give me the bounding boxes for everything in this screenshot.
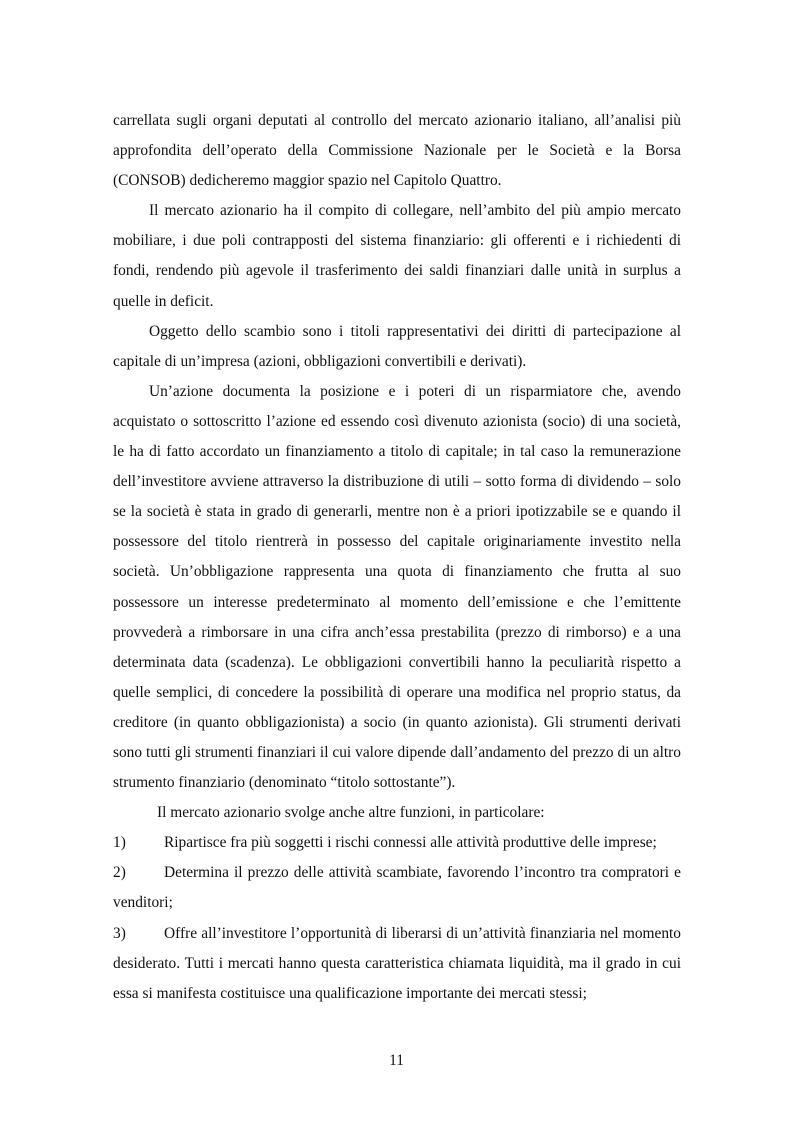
list-item-number: 2) xyxy=(113,864,126,882)
page-body xyxy=(113,106,681,1009)
list-item xyxy=(113,858,681,918)
list-item-text: Ripartisce fra più soggetti i rischi connessi alle attività produttive delle imprese; xyxy=(164,834,657,852)
list-item-number: 3) xyxy=(113,924,126,942)
paragraph-continuation: carrellata sugli organi deputati al controllo del mercato azionario italiano, all’analisi più approfondita dell’operato della Commissione Nazionale per le Società e la Borsa (CONSOB) dedicheremo maggior spazio nel Capitolo Quattro. xyxy=(113,112,681,190)
paragraph-azione: Un’azione documenta la posizione e i poteri di un risparmiatore che, avendo acquistato o sottoscritto l’azione ed essendo così divenuto azionista (socio) di una società, le ha di fatto accordato un finanziamento a titolo di capitale; in tal caso la remunerazione dell’investitore avviene attraverso la distribuzione di utili – sotto forma di dividendo – solo se la società è stata in grado di generarli, mentre non è a priori ipotizzabile se e quando il possessore del titolo rientrerà in possesso del capitale originariamente investito nella società. Un’obbligazione rappresenta una quota di finanziamento che frutta al suo possessore un interesse predeterminato al momento dell’emissione e che l’emittente provvederà a rimborsare in una cifra anch’essa prestabilita (prezzo di rimborso) e a una determinata data (scadenza). Le obbligazioni convertibili hanno la peculiarità rispetto a quelle semplici, di concedere la possibilità di operare una modifica nel proprio status, da creditore (in quanto obbligazionista) a socio (in quanto azionista). Gli strumenti derivati sono tutti gli strumenti finanziari il cui valore dipende dall’andamento del prezzo di un altro strumento finanziario (denominato “titolo sottostante”). xyxy=(113,382,681,792)
list-item xyxy=(113,919,681,1009)
list-item-text: Offre all’investitore l’opportunità di liberarsi di un’attività finanziaria nel momento desiderato. Tutti i mercati hanno questa caratteristica chiamata liquidità, ma il grado in cui essa si manifesta costituisce una qualificazione importante dei mercati stessi; xyxy=(113,924,681,1002)
paragraph-oggetto-scambio: Oggetto dello scambio sono i titoli rappresentativi dei diritti di partecipazione al capitale di un’impresa (azioni, obbligazioni convertibili e derivati). xyxy=(113,322,681,370)
page-number: 11 xyxy=(389,1052,404,1069)
list-item xyxy=(113,828,681,858)
paragraph-mercato-azionario: Il mercato azionario ha il compito di collegare, nell’ambito del più ampio mercato mobiliare, i due poli contrapposti del sistema finanziario: gli offerenti e i richiedenti di fondi, rendendo più agevole il trasferimento dei saldi finanziari dalle unità in surplus a quelle in deficit. xyxy=(113,202,681,310)
list-item-number: 1) xyxy=(113,834,126,852)
list-item-text: Determina il prezzo delle attività scambiate, favorendo l’incontro tra compratori e venditori; xyxy=(113,864,681,912)
list-intro: Il mercato azionario svolge anche altre funzioni, in particolare: xyxy=(157,804,545,822)
